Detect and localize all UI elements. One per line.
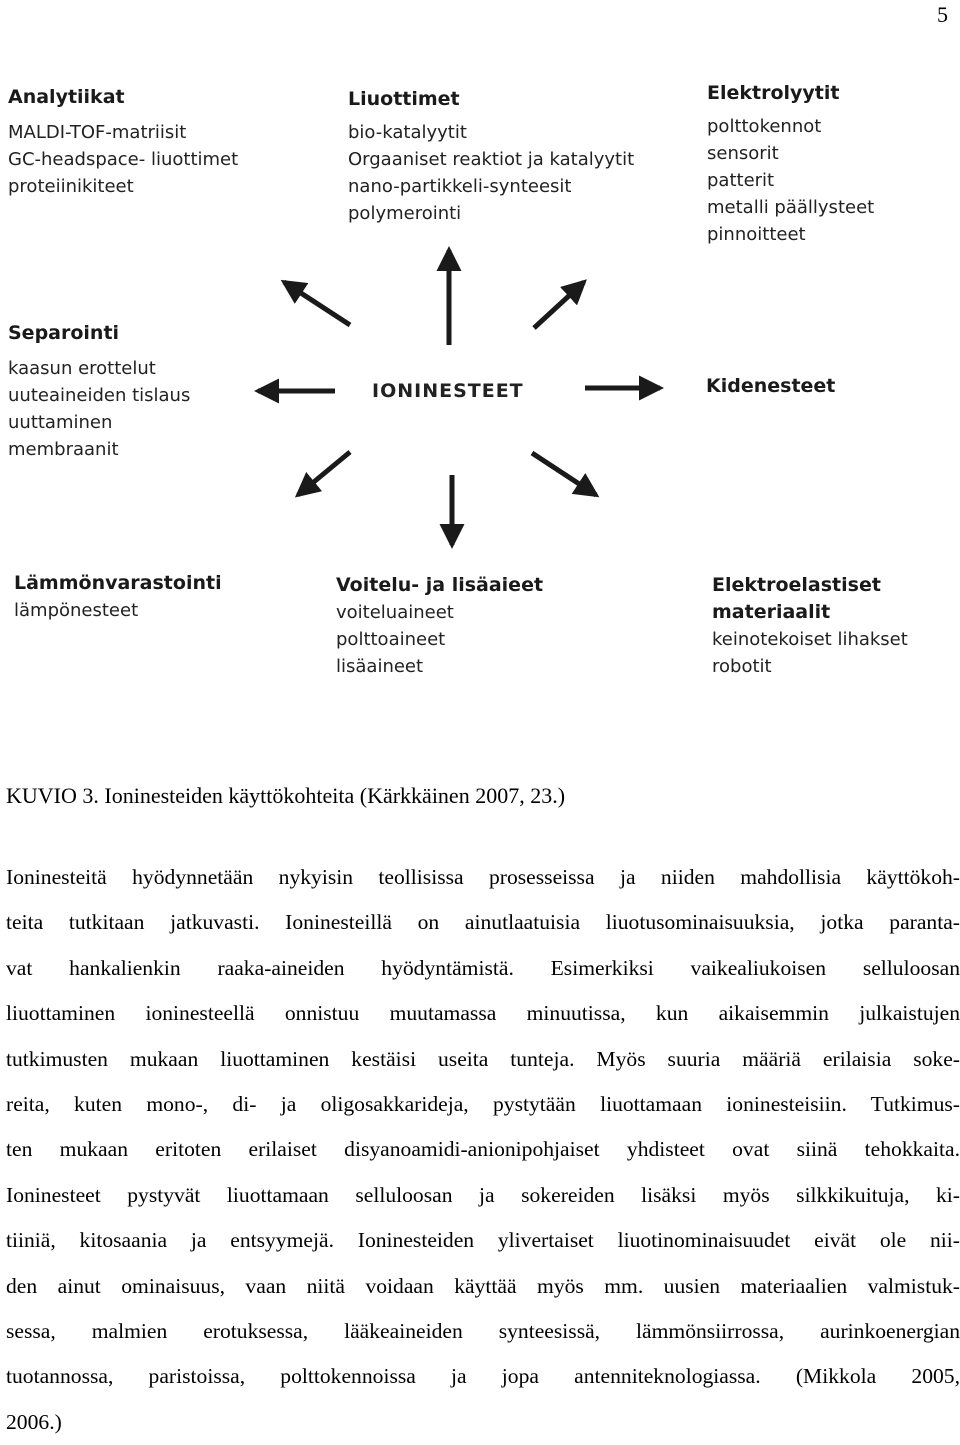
- block-item: metalli päällysteet: [707, 197, 875, 218]
- body-line: reita, kuten mono-, di- ja oligosakkarideja, pystytään liuottamaan ioninesteisiin. Tutkimus-: [6, 1091, 960, 1116]
- figure-caption: KUVIO 3. Ioninesteiden käyttökohteita (Kärkkäinen 2007, 23.): [6, 783, 566, 808]
- body-line: tiiniä, kitosaania ja entsyymejä. Ioninesteiden ylivertaiset liuotinominaisuudet eivät ole nii-: [6, 1228, 960, 1253]
- block-title: Elektroelastiset: [712, 574, 881, 596]
- block-title: Liuottimet: [348, 88, 460, 110]
- block-item: lämpönesteet: [14, 600, 139, 621]
- block-item: kaasun erottelut: [8, 358, 156, 379]
- block-item: polttokennot: [707, 116, 822, 137]
- block-analytiikat: [8, 84, 238, 200]
- block-voitelu: [336, 572, 543, 680]
- body-line: Ioninesteet pystyvät liuottamaan selluloosan ja sokereiden lisäksi myös silkkikuituja, ki-: [6, 1182, 960, 1207]
- block-lammonvarastointi: [14, 570, 222, 624]
- block-title: Elektrolyytit: [707, 82, 840, 104]
- body-line: teita tutkitaan jatkuvasti. Ioninesteillä on ainutlaatuisia liuotusominaisuuksia, jotka paranta-: [6, 910, 960, 935]
- body-line: den ainut ominaisuus, vaan niitä voidaan käyttää myös mm. uusien materiaalien valmistuk-: [6, 1273, 960, 1298]
- block-elektroelastiset: [712, 572, 908, 680]
- arrow-down-right: [532, 453, 596, 495]
- block-item: MALDI-TOF-matriisit: [8, 122, 187, 143]
- body-line: liuottaminen ioninesteellä onnistuu muutamassa minuutissa, kun aikaisemmin julkaistujen: [6, 1001, 960, 1026]
- block-item: keinotekoiset lihakset: [712, 629, 908, 650]
- arrow-down-left: [298, 452, 350, 495]
- block-item: bio-katalyytit: [348, 122, 467, 143]
- body-paragraph: [6, 855, 960, 1445]
- arrow-up-right: [534, 282, 584, 328]
- block-item: proteiinikiteet: [8, 176, 134, 197]
- block-item: polymerointi: [348, 203, 462, 224]
- block-liuottimet: [348, 86, 634, 227]
- block-item: pinnoitteet: [707, 224, 806, 245]
- body-line: 2006.): [6, 1409, 62, 1434]
- ionic-liquids-figure: [0, 70, 960, 750]
- block-item: GC-headspace- liuottimet: [8, 149, 239, 170]
- arrow-up-left: [284, 282, 350, 325]
- body-line: tutkimusten mukaan liuottaminen kestäisi useita tunteja. Myös suuria määriä erilaisia soke-: [6, 1046, 960, 1071]
- block-title: Separointi: [8, 322, 120, 344]
- block-title: Voitelu- ja lisäaieet: [336, 574, 544, 596]
- center-label-ioninesteet: IONINESTEET: [372, 380, 524, 402]
- block-kidenesteet: [706, 373, 835, 400]
- block-item: nano-partikkeli-synteesit: [348, 176, 572, 197]
- block-item: polttoaineet: [336, 629, 446, 650]
- body-line: tuotannossa, paristoissa, polttokennoissa ja jopa antenniteknologiassa. (Mikkola 2005,: [6, 1364, 960, 1389]
- block-item: lisäaineet: [336, 656, 424, 677]
- block-item: voiteluaineet: [336, 602, 454, 623]
- page-number: 5: [937, 2, 948, 27]
- body-line: sessa, malmien erotuksessa, lääkeaineiden synteesissä, lämmönsiirrossa, aurinkoenergian: [6, 1318, 960, 1343]
- block-item: membraanit: [8, 439, 119, 460]
- block-item: sensorit: [707, 143, 779, 164]
- body-line: Ioninesteitä hyödynnetään nykyisin teollisissa prosesseissa ja niiden mahdollisia käyttökoh-: [6, 865, 960, 889]
- block-item: uuttaminen: [8, 412, 113, 433]
- body-line: vat hankalienkin raaka-aineiden hyödyntämistä. Esimerkiksi vaikealiukoisen selluloosan: [6, 955, 960, 980]
- block-title: materiaalit: [712, 601, 831, 623]
- block-title: Kidenesteet: [706, 375, 836, 397]
- block-item: Orgaaniset reaktiot ja katalyytit: [348, 149, 635, 170]
- block-item: robotit: [712, 656, 772, 677]
- block-separointi: [8, 320, 190, 463]
- body-line: ten mukaan eritoten erilaiset disyanoamidi-anionipohjaiset yhdisteet ovat siinä tehokkaita.: [6, 1137, 960, 1162]
- block-elektrolyytit: [707, 80, 874, 248]
- block-item: patterit: [707, 170, 775, 191]
- block-title: Lämmönvarastointi: [14, 572, 222, 594]
- block-title: Analytiikat: [8, 86, 125, 108]
- block-item: uuteaineiden tislaus: [8, 385, 191, 406]
